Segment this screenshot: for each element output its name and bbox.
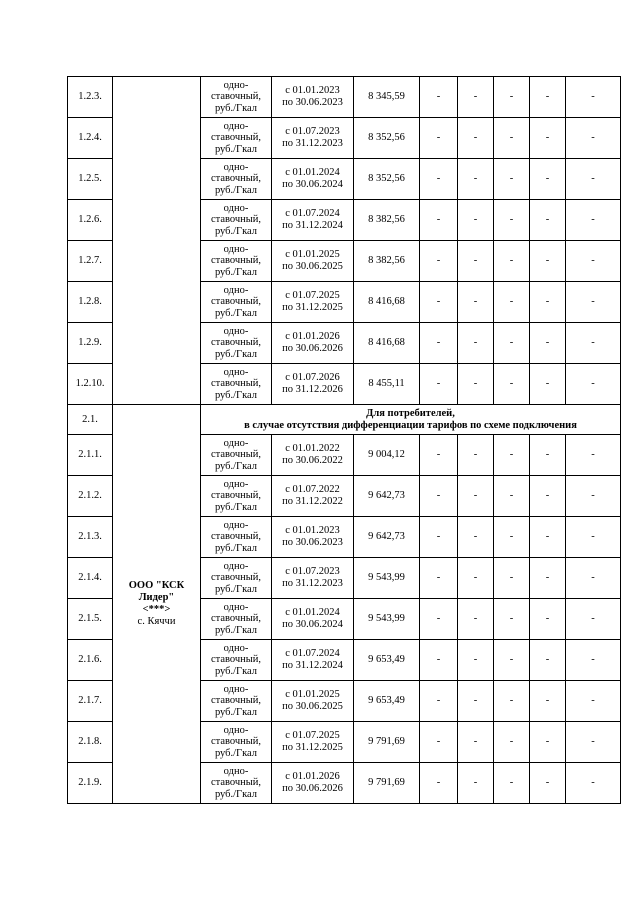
empty-value-dash: - (420, 558, 458, 599)
empty-value-dash: - (458, 599, 494, 640)
empty-value-dash: - (420, 517, 458, 558)
period-to: по 30.06.2023 (282, 537, 343, 548)
section-title-line2: в случае отсутствия дифференциации тарифов по схеме подключения (244, 419, 577, 431)
row-number: 1.2.5. (68, 159, 113, 200)
empty-value-dash: - (458, 435, 494, 476)
empty-value-dash: - (458, 200, 494, 241)
rate-type: одно-ставочный, руб./Гкал (201, 118, 272, 159)
empty-value-dash: - (566, 558, 621, 599)
row-number: 2.1.2. (68, 476, 113, 517)
rate-type: одно-ставочный, руб./Гкал (201, 763, 272, 804)
period (272, 640, 354, 681)
period-to: по 31.12.2022 (282, 496, 343, 507)
period (272, 722, 354, 763)
tariff-value: 9 543,99 (354, 558, 420, 599)
tariff-value: 8 455,11 (354, 364, 420, 405)
empty-value-dash: - (530, 159, 566, 200)
period (272, 435, 354, 476)
empty-value-dash: - (494, 599, 530, 640)
empty-value-dash: - (566, 722, 621, 763)
period-to: по 30.06.2024 (282, 179, 343, 190)
period (272, 159, 354, 200)
empty-value-dash: - (494, 118, 530, 159)
empty-value-dash: - (494, 476, 530, 517)
section-number: 2.1. (68, 405, 113, 435)
empty-value-dash: - (530, 200, 566, 241)
empty-value-dash: - (530, 476, 566, 517)
empty-value-dash: - (458, 476, 494, 517)
row-number: 2.1.4. (68, 558, 113, 599)
period-from: с 01.01.2023 (285, 525, 340, 536)
empty-value-dash: - (420, 159, 458, 200)
organization-cell-blank (113, 77, 201, 405)
period (272, 323, 354, 364)
period-from: с 01.01.2022 (285, 443, 340, 454)
empty-value-dash: - (420, 722, 458, 763)
period-from: с 01.07.2024 (285, 208, 340, 219)
empty-value-dash: - (530, 241, 566, 282)
row-number: 2.1.5. (68, 599, 113, 640)
empty-value-dash: - (494, 77, 530, 118)
row-number: 2.1.7. (68, 681, 113, 722)
period-to: по 31.12.2024 (282, 660, 343, 671)
empty-value-dash: - (458, 763, 494, 804)
empty-value-dash: - (458, 517, 494, 558)
tariff-value: 8 345,59 (354, 77, 420, 118)
empty-value-dash: - (494, 763, 530, 804)
empty-value-dash: - (420, 118, 458, 159)
period-from: с 01.07.2023 (285, 566, 340, 577)
row-number: 1.2.10. (68, 364, 113, 405)
empty-value-dash: - (494, 364, 530, 405)
empty-value-dash: - (530, 364, 566, 405)
organization-name: <***> (142, 604, 171, 615)
empty-value-dash: - (458, 323, 494, 364)
empty-value-dash: - (420, 323, 458, 364)
row-number: 1.2.3. (68, 77, 113, 118)
tariff-value: 9 543,99 (354, 599, 420, 640)
tariff-value: 9 791,69 (354, 763, 420, 804)
empty-value-dash: - (566, 118, 621, 159)
tariff-value: 9 653,49 (354, 681, 420, 722)
empty-value-dash: - (458, 640, 494, 681)
rate-type: одно-ставочный, руб./Гкал (201, 681, 272, 722)
period-from: с 01.07.2025 (285, 290, 340, 301)
period-to: по 30.06.2026 (282, 783, 343, 794)
empty-value-dash: - (566, 681, 621, 722)
empty-value-dash: - (420, 282, 458, 323)
empty-value-dash: - (458, 282, 494, 323)
rate-type: одно-ставочный, руб./Гкал (201, 558, 272, 599)
empty-value-dash: - (420, 476, 458, 517)
rate-type: одно-ставочный, руб./Гкал (201, 241, 272, 282)
empty-value-dash: - (420, 763, 458, 804)
empty-value-dash: - (420, 200, 458, 241)
period (272, 364, 354, 405)
rate-type: одно-ставочный, руб./Гкал (201, 476, 272, 517)
empty-value-dash: - (494, 517, 530, 558)
empty-value-dash: - (566, 476, 621, 517)
empty-value-dash: - (530, 517, 566, 558)
empty-value-dash: - (420, 599, 458, 640)
empty-value-dash: - (566, 159, 621, 200)
rate-type: одно-ставочный, руб./Гкал (201, 282, 272, 323)
row-number: 2.1.6. (68, 640, 113, 681)
section-header-row (68, 405, 621, 435)
tariff-value: 8 416,68 (354, 282, 420, 323)
section-title-line1: Для потребителей, (366, 407, 455, 419)
empty-value-dash: - (566, 364, 621, 405)
period-from: с 01.01.2023 (285, 85, 340, 96)
period (272, 476, 354, 517)
empty-value-dash: - (494, 323, 530, 364)
period (272, 763, 354, 804)
period-from: с 01.07.2022 (285, 484, 340, 495)
tariff-value: 9 642,73 (354, 517, 420, 558)
empty-value-dash: - (566, 517, 621, 558)
tariff-value: 8 352,56 (354, 118, 420, 159)
empty-value-dash: - (458, 681, 494, 722)
period (272, 558, 354, 599)
empty-value-dash: - (530, 77, 566, 118)
row-number: 2.1.9. (68, 763, 113, 804)
tariff-value: 9 653,49 (354, 640, 420, 681)
period-to: по 31.12.2026 (282, 384, 343, 395)
empty-value-dash: - (458, 77, 494, 118)
period-from: с 01.01.2025 (285, 689, 340, 700)
empty-value-dash: - (420, 640, 458, 681)
period-to: по 30.06.2024 (282, 619, 343, 630)
empty-value-dash: - (494, 722, 530, 763)
rate-type: одно-ставочный, руб./Гкал (201, 364, 272, 405)
tariff-value: 8 416,68 (354, 323, 420, 364)
period-from: с 01.07.2025 (285, 730, 340, 741)
empty-value-dash: - (566, 599, 621, 640)
period (272, 200, 354, 241)
empty-value-dash: - (494, 640, 530, 681)
period-from: с 01.01.2024 (285, 607, 340, 618)
empty-value-dash: - (530, 599, 566, 640)
period-to: по 30.06.2022 (282, 455, 343, 466)
organization-cell (113, 405, 201, 804)
period (272, 599, 354, 640)
rate-type: одно-ставочный, руб./Гкал (201, 323, 272, 364)
empty-value-dash: - (566, 763, 621, 804)
empty-value-dash: - (458, 159, 494, 200)
empty-value-dash: - (530, 282, 566, 323)
row-number: 2.1.8. (68, 722, 113, 763)
period (272, 681, 354, 722)
rate-type: одно-ставочный, руб./Гкал (201, 200, 272, 241)
empty-value-dash: - (458, 722, 494, 763)
period-to: по 31.12.2025 (282, 742, 343, 753)
empty-value-dash: - (420, 681, 458, 722)
empty-value-dash: - (458, 118, 494, 159)
period-to: по 30.06.2025 (282, 261, 343, 272)
tariff-value: 8 352,56 (354, 159, 420, 200)
period (272, 517, 354, 558)
empty-value-dash: - (458, 558, 494, 599)
empty-value-dash: - (566, 282, 621, 323)
empty-value-dash: - (530, 435, 566, 476)
rate-type: одно-ставочный, руб./Гкал (201, 77, 272, 118)
tariff-value: 8 382,56 (354, 200, 420, 241)
empty-value-dash: - (566, 241, 621, 282)
table-row (68, 77, 621, 118)
rate-type: одно-ставочный, руб./Гкал (201, 722, 272, 763)
empty-value-dash: - (494, 558, 530, 599)
row-number: 1.2.7. (68, 241, 113, 282)
period (272, 118, 354, 159)
empty-value-dash: - (494, 241, 530, 282)
empty-value-dash: - (494, 159, 530, 200)
empty-value-dash: - (530, 640, 566, 681)
tariff-value: 8 382,56 (354, 241, 420, 282)
empty-value-dash: - (530, 118, 566, 159)
empty-value-dash: - (494, 282, 530, 323)
empty-value-dash: - (420, 364, 458, 405)
rate-type: одно-ставочный, руб./Гкал (201, 517, 272, 558)
empty-value-dash: - (494, 681, 530, 722)
empty-value-dash: - (530, 763, 566, 804)
empty-value-dash: - (420, 241, 458, 282)
empty-value-dash: - (530, 323, 566, 364)
empty-value-dash: - (458, 364, 494, 405)
period (272, 77, 354, 118)
empty-value-dash: - (566, 77, 621, 118)
section-title (201, 405, 621, 435)
period-to: по 30.06.2026 (282, 343, 343, 354)
row-number: 2.1.3. (68, 517, 113, 558)
organization-name: Лидер" (138, 592, 175, 603)
empty-value-dash: - (566, 323, 621, 364)
empty-value-dash: - (420, 77, 458, 118)
empty-value-dash: - (530, 558, 566, 599)
period-from: с 01.01.2026 (285, 771, 340, 782)
row-number: 1.2.9. (68, 323, 113, 364)
tariff-value: 9 004,12 (354, 435, 420, 476)
empty-value-dash: - (566, 640, 621, 681)
period-from: с 01.07.2023 (285, 126, 340, 137)
rate-type: одно-ставочный, руб./Гкал (201, 435, 272, 476)
organization-name: ООО "КСК (128, 580, 185, 591)
empty-value-dash: - (458, 241, 494, 282)
empty-value-dash: - (420, 435, 458, 476)
period (272, 241, 354, 282)
period-to: по 31.12.2023 (282, 578, 343, 589)
organization-location: с. Кяччи (137, 616, 176, 627)
empty-value-dash: - (494, 435, 530, 476)
row-number: 1.2.6. (68, 200, 113, 241)
rate-type: одно-ставочный, руб./Гкал (201, 159, 272, 200)
empty-value-dash: - (530, 681, 566, 722)
tariff-value: 9 791,69 (354, 722, 420, 763)
row-number: 2.1.1. (68, 435, 113, 476)
row-number: 1.2.8. (68, 282, 113, 323)
empty-value-dash: - (494, 200, 530, 241)
period-to: по 30.06.2025 (282, 701, 343, 712)
rate-type: одно-ставочный, руб./Гкал (201, 640, 272, 681)
period-from: с 01.01.2025 (285, 249, 340, 260)
empty-value-dash: - (566, 200, 621, 241)
period-to: по 31.12.2023 (282, 138, 343, 149)
period-from: с 01.07.2024 (285, 648, 340, 659)
period-to: по 30.06.2023 (282, 97, 343, 108)
rate-type: одно-ставочный, руб./Гкал (201, 599, 272, 640)
period-from: с 01.01.2026 (285, 331, 340, 342)
empty-value-dash: - (566, 435, 621, 476)
period-to: по 31.12.2025 (282, 302, 343, 313)
tariff-table (67, 76, 621, 804)
tariff-value: 9 642,73 (354, 476, 420, 517)
period-to: по 31.12.2024 (282, 220, 343, 231)
period-from: с 01.07.2026 (285, 372, 340, 383)
row-number: 1.2.4. (68, 118, 113, 159)
empty-value-dash: - (530, 722, 566, 763)
period-from: с 01.01.2024 (285, 167, 340, 178)
period (272, 282, 354, 323)
